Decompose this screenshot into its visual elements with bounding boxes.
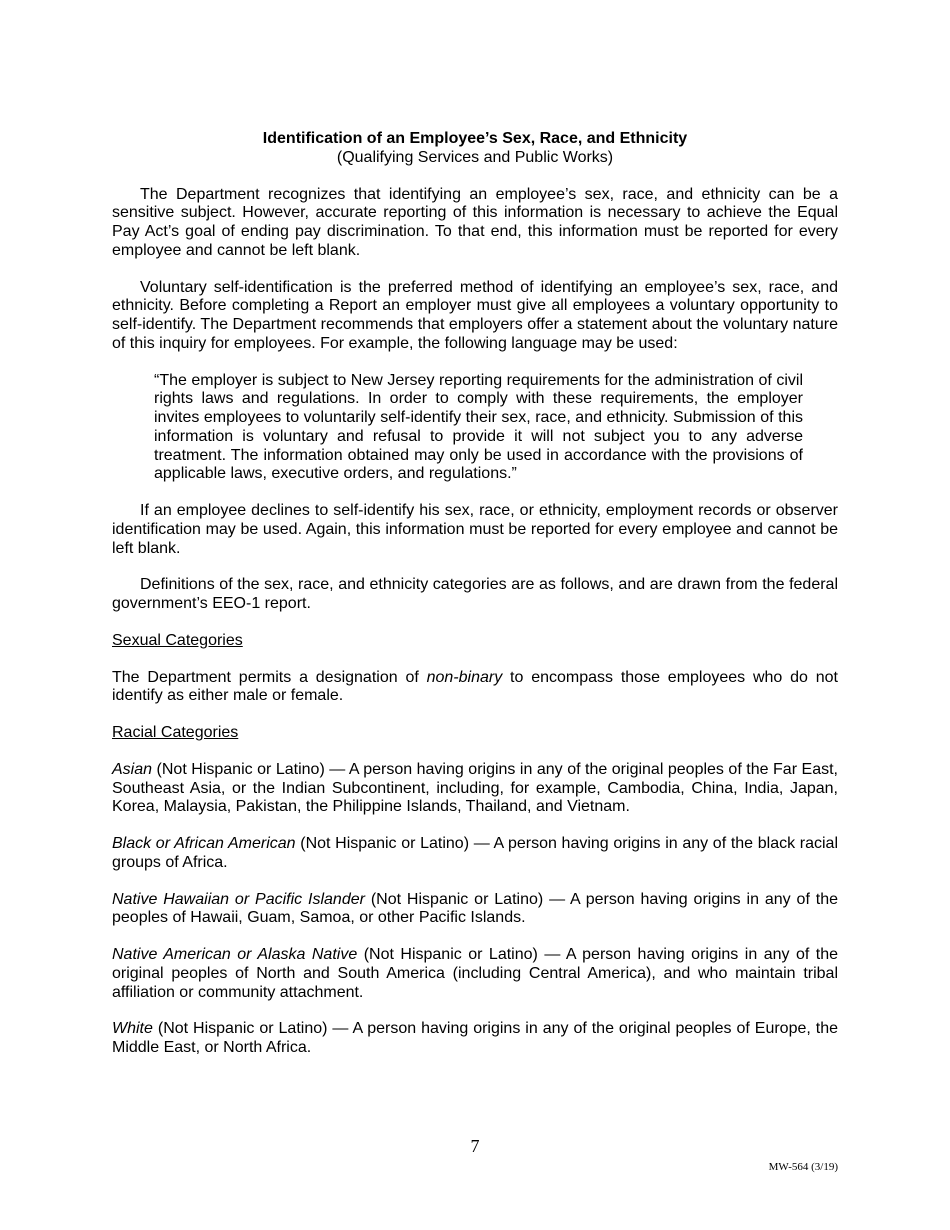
sexual-categories-text xyxy=(112,669,838,707)
category-term: Asian xyxy=(112,760,153,778)
category-term: Black or African American xyxy=(112,835,296,852)
self-identification-paragraph: Voluntary self-identification is the preferred method of identifying an employee’s sex, race, and ethnicity. Before completing a Report an employer must give all employees a voluntary opportunity to self-identify. The Department recommends that employers offer a statement about the voluntary nature of this inquiry for employees. For example, the following language may be used: xyxy=(112,278,838,352)
non-binary-term: non-binary xyxy=(426,668,503,686)
sample-statement-quote: “The employer is subject to New Jersey reporting requirements for the administration of civil rights laws and regulations. In order to comply with these requirements, the employer invites employees to voluntarily self-identify their sex, race, and ethnicity. Submission of this information is voluntary and refusal to provide it will not subject you to any adverse treatment. The information obtained may only be used in accordance with the provisions of applicable laws, executive orders, and regulations.” xyxy=(154,371,803,483)
category-definition: (Not Hispanic or Latino) — A person having origins in any of the original peoples of the Far East, Southeast Asia, or the Indian Subcontinent, including, for example, Cambodia, China, India, Japan, Korea, Malaysia, Pakistan, the Philippine Islands, Thailand, and Vietnam. xyxy=(112,760,838,816)
sexual-categories-heading: Sexual Categories xyxy=(112,631,243,649)
category-definition: (Not Hispanic or Latino) — A person having origins in any of the original peoples of North and South America (including Central America), and who maintain tribal affiliation or community attachment. xyxy=(112,946,839,1001)
form-id: MW-564 (3/19) xyxy=(768,1161,838,1173)
racial-category-white xyxy=(112,1020,838,1058)
declines-paragraph: If an employee declines to self-identify his sex, race, or ethnicity, employment records or observer identification may be used. Again, this information must be reported for every employee and cannot be left blank. xyxy=(112,502,838,557)
intro-paragraph: The Department recognizes that identifying an employee’s sex, race, and ethnicity can be a sensitive subject. However, accurate reporting of this information is necessary to achieve the Equal Pay Act’s goal of ending pay discrimination. To that end, this information must be reported for every employee and cannot be left blank. xyxy=(112,185,838,259)
racial-category-native-american xyxy=(112,946,838,1002)
category-term: Native Hawaiian or Pacific Islander xyxy=(112,890,365,908)
sexual-text-before: The Department permits a designation of xyxy=(112,668,427,686)
document-subtitle: (Qualifying Services and Public Works) xyxy=(336,148,614,166)
racial-categories-heading: Racial Categories xyxy=(112,724,239,741)
definitions-paragraph: Definitions of the sex, race, and ethnicity categories are as follows, and are drawn from the federal government’s EEO-1 report. xyxy=(112,576,838,612)
sexual-text-after: to encompass those employees who do not identify as either male or female. xyxy=(112,668,839,705)
category-definition: (Not Hispanic or Latino) — A person having origins in any of the peoples of Hawaii, Guam, Samoa, or other Pacific Islands. xyxy=(112,890,839,927)
page-number: 7 xyxy=(470,1136,480,1156)
category-term: White xyxy=(112,1020,153,1038)
racial-category-black xyxy=(112,835,838,873)
category-definition: (Not Hispanic or Latino) — A person having origins in any of the black racial groups of Africa. xyxy=(112,835,838,871)
racial-category-hawaiian xyxy=(112,891,838,929)
racial-category-asian xyxy=(112,761,838,817)
category-definition: (Not Hispanic or Latino) — A person having origins in any of the original peoples of Europe, the Middle East, or North Africa. xyxy=(112,1020,838,1056)
category-term: Native American or Alaska Native xyxy=(112,946,358,963)
document-title: Identification of an Employee’s Sex, Race, and Ethnicity xyxy=(262,130,688,147)
document-page xyxy=(112,130,838,1076)
